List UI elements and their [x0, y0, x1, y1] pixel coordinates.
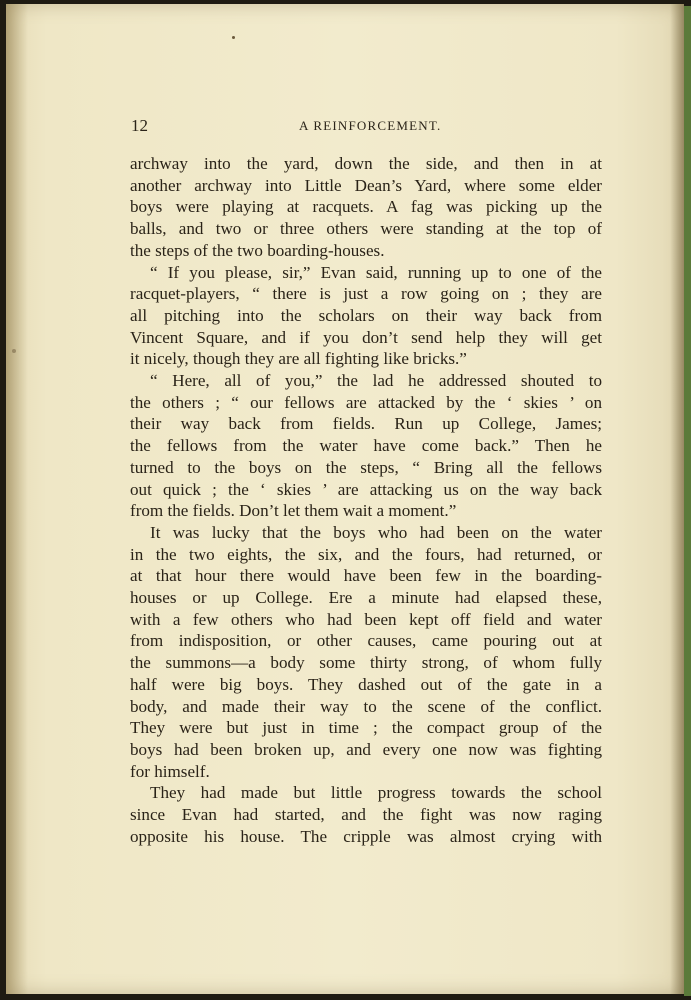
text-line: out quick ; the ‘ skies ’ are attacking us on the way back: [130, 479, 602, 499]
body-text: [130, 153, 602, 848]
text-line: They had made but little progress towards the school: [150, 783, 602, 803]
spine-shadow: [6, 4, 28, 994]
text-line: racquet-players, “ there is just a row going on ; they are: [130, 284, 602, 304]
text-line: from indisposition, or other causes, came pouring out at: [130, 631, 602, 651]
text-line: It was lucky that the boys who had been on the water: [150, 522, 602, 542]
text-line: body, and made their way to the scene of the conflict.: [130, 696, 602, 716]
text-line: boys were playing at racquets. A fag was picking up the: [130, 197, 602, 217]
text-line: “ Here, all of you,” the lad he addressed shouted to: [150, 371, 602, 391]
text-line: They were but just in time ; the compact group of the: [130, 718, 602, 738]
text-line: archway into the yard, down the side, and then in at: [130, 154, 602, 173]
text-line: the others ; “ our fellows are attacked by the ‘ skies ’ on: [130, 392, 602, 412]
running-header: [131, 116, 601, 136]
text-line: in the two eights, the six, and the fours, had returned, or: [130, 544, 602, 564]
text-line: the steps of the two boarding-houses.: [130, 240, 385, 260]
text-line: their way back from fields. Run up College, James;: [130, 414, 602, 434]
text-line: since Evan had started, and the fight was now raging: [130, 805, 602, 825]
ink-speck: [12, 349, 16, 353]
text-line: Vincent Square, and if you don’t send help they will get: [130, 327, 602, 347]
text-line: another archway into Little Dean’s Yard, where some elder: [130, 175, 602, 195]
text-line: balls, and two or three others were standing at the top of: [130, 219, 602, 239]
text-line: for himself.: [130, 761, 210, 781]
text-line: from the fields. Don’t let them wait a moment.”: [130, 501, 457, 521]
text-line: all pitching into the scholars on their way back from: [130, 305, 602, 325]
text-line: “ If you please, sir,” Evan said, running up to one of the: [150, 262, 602, 282]
running-title: A REINFORCEMENT.: [299, 118, 442, 133]
text-line: boys had been broken up, and every one now was fighting: [130, 739, 602, 759]
binding-tab: [684, 6, 691, 996]
text-line: it nicely, though they are all fighting like bricks.”: [130, 349, 467, 369]
text-line: the summons—a body some thirty strong, of whom fully: [130, 653, 602, 673]
text-line: half were big boys. They dashed out of the gate in a: [130, 674, 602, 694]
page-edge-shadow: [670, 4, 684, 994]
text-line: at that hour there would have been few in the boarding-: [130, 566, 602, 586]
text-line: with a few others who had been kept off field and water: [130, 609, 602, 629]
ink-speck: [232, 36, 235, 39]
page-number: 12: [131, 116, 148, 135]
text-line: opposite his house. The cripple was almost crying with: [130, 826, 602, 846]
text-line: houses or up College. Ere a minute had elapsed these,: [130, 588, 602, 608]
text-line: the fellows from the water have come back.” Then he: [130, 436, 602, 456]
text-line: turned to the boys on the steps, “ Bring all the fellows: [130, 457, 602, 477]
